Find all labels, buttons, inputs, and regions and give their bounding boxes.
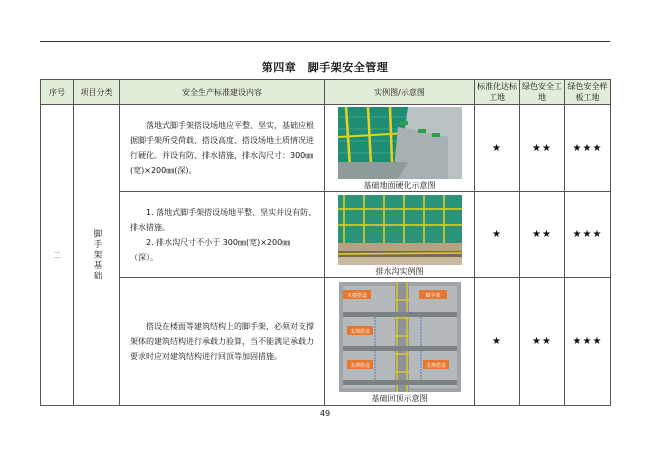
diagram-label: 木楼搭设 [346,292,367,299]
model-rating: ★★★ [565,105,611,192]
image-caption: 排水沟实例图 [375,266,424,276]
model-rating: ★★★ [565,192,611,278]
page-number: 49 [319,409,331,418]
image-cell [325,192,475,278]
image-caption: 基础回顶示意图 [371,393,428,403]
header-image: 实例图/示意图 [325,80,475,105]
table-row [41,105,611,192]
model-rating: ★★★ [565,278,611,406]
header-green: 绿色安全工地 [520,80,565,105]
content-paragraph: 落地式脚手架搭设场地应平整、坚实，基础应根据脚手架所受荷载、搭设高度、搭设场地土质情况进行硬化。并设有防、排水措施，排水沟尺寸：300㎜(宽)×200㎜(深)。 [130,121,314,175]
content-cell [120,278,325,406]
content-paragraph: 搭设在楼面等建筑结构上的脚手架，必须对支撑架体的建筑结构进行承载力验算，当不能满足承载力要求时应对建筑结构进行回顶等加固措施。 [130,322,314,361]
header-content: 安全生产标准建设内容 [120,80,325,105]
green-rating: ★★ [520,192,565,278]
drainage-ditch-photo [338,195,462,265]
diagram-label: 支撑搭设 [349,328,370,335]
image-caption: 基础地面硬化示意图 [363,181,436,190]
content-cell [120,105,325,192]
header-seq: 序号 [41,80,74,105]
green-rating: ★★ [520,278,565,406]
foundation-hardening-photo [338,107,462,179]
table-row [41,278,611,406]
header-standard: 标准化达标工地 [475,80,520,105]
chapter-title: 第四章 脚手架安全管理 [261,61,389,74]
header-category: 项目分类 [74,80,120,105]
diagram-label: 支撑搭设 [425,362,446,369]
standard-rating: ★ [475,192,520,278]
table-header-row [41,80,611,105]
diagram-label: 脚手架 [424,292,441,299]
header-model: 绿色安全样板工地 [565,80,611,105]
section-seq: 二 [41,105,74,406]
table-row [41,192,611,278]
header-rule [40,41,610,42]
image-cell [325,278,475,406]
content-paragraph: 2. 排水沟尺寸不小于 300㎜(宽)×200㎜（深）。 [130,237,291,262]
content-cell [120,192,325,278]
standards-table [40,79,611,406]
image-cell [325,105,475,192]
diagram-label: 支撑搭设 [349,362,370,369]
section-category: 脚手架基础 [74,105,120,406]
standard-rating: ★ [475,105,520,192]
content-paragraph: 1. 落地式脚手架搭设场地平整、坚实并设有防、排水措施。 [130,207,317,232]
foundation-shoring-diagram [339,282,461,392]
standard-rating: ★ [475,278,520,406]
green-rating: ★★ [520,105,565,192]
